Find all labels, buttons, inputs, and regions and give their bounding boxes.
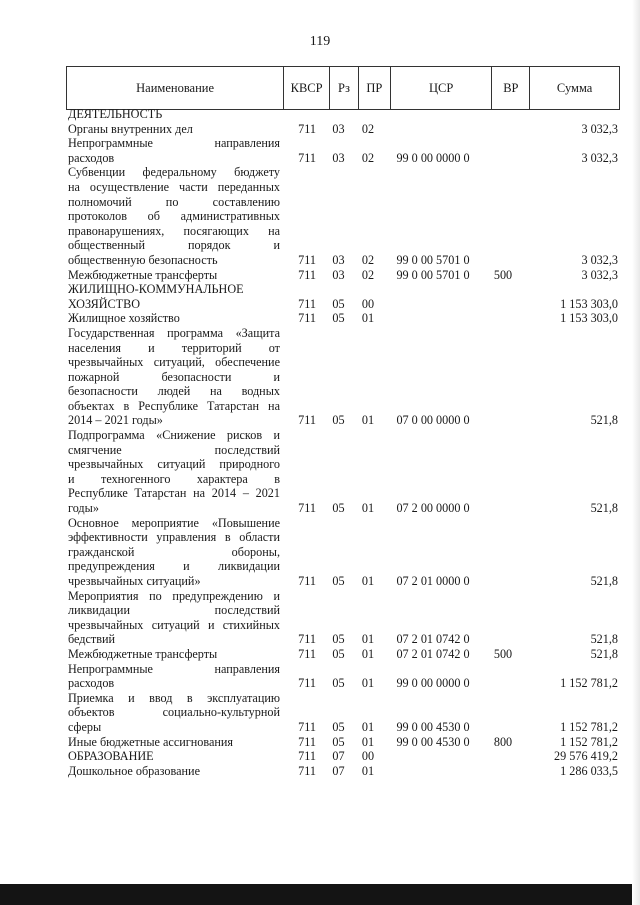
table-row: [68, 311, 618, 326]
cell-sum: 3 032,3: [581, 252, 618, 267]
table-header: [66, 66, 620, 110]
row-name-line: Дошкольное образование: [68, 763, 200, 778]
cell-pr: 01: [361, 501, 375, 516]
row-name-line: ХОЗЯЙСТВО: [68, 296, 141, 311]
cell-kvsr: 711: [298, 734, 316, 749]
header-kvsr: КВСР: [284, 67, 330, 109]
row-name: [68, 107, 282, 122]
cell-sum: 521,8: [590, 574, 618, 588]
cell-csr: 99 0 00 5701 0: [396, 267, 470, 282]
cell-pr: 01: [361, 413, 375, 428]
cell-pr: 01: [361, 632, 375, 647]
row-name: [68, 735, 282, 750]
row-name: [68, 165, 282, 267]
row-name-line: Межбюджетные трансферты: [68, 267, 218, 282]
cell-csr: 99 0 00 0000 0: [396, 676, 470, 691]
cell-rz: 05: [332, 574, 345, 588]
cell-pr: 01: [361, 763, 375, 778]
row-name-line: Межбюджетные трансферты: [68, 646, 218, 661]
row-name-line: общественный порядок и: [68, 238, 280, 253]
row-name-line: чрезвычайных ситуаций, обеспечение: [68, 355, 280, 370]
row-name: [68, 268, 282, 283]
row-name-line: эффективности управления в области: [68, 530, 280, 545]
scan-right-edge: [632, 0, 640, 905]
cell-rz: 05: [332, 646, 345, 661]
cell-csr: 07 2 01 0000 0: [396, 574, 470, 588]
cell-pr: 00: [361, 749, 375, 764]
header-name: Наименование: [67, 67, 284, 109]
cell-sum: 1 153 303,0: [560, 311, 618, 326]
cell-sum: 3 032,3: [581, 121, 618, 136]
row-name-line: полномочий по составлению: [68, 194, 280, 209]
table-row: [68, 516, 618, 589]
row-name-line: ДЕЯТЕЛЬНОСТЬ: [68, 107, 163, 121]
cell-csr: 99 0 00 0000 0: [396, 150, 470, 165]
table-row: [68, 282, 618, 311]
row-name: [68, 428, 282, 516]
row-name-line: 2014 – 2021 годы»: [68, 413, 163, 428]
cell-sum: 521,8: [590, 413, 618, 428]
cell-sum: 521,8: [590, 646, 618, 661]
cell-kvsr: 711: [298, 267, 316, 282]
cell-csr: 99 0 00 4530 0: [396, 719, 470, 734]
table-row: [68, 662, 618, 691]
row-name: [68, 326, 282, 428]
table-row: [68, 764, 618, 779]
row-name-line: гражданской обороны,: [68, 544, 280, 559]
cell-csr: 07 2 00 0000 0: [396, 501, 470, 516]
table-row: [68, 428, 618, 516]
cell-sum: 1 152 781,2: [560, 734, 618, 749]
row-name-line: общественную безопасность: [68, 252, 218, 267]
table-row: [68, 749, 618, 764]
cell-pr: 01: [361, 676, 375, 691]
cell-pr: 01: [361, 734, 375, 749]
cell-kvsr: 711: [298, 121, 316, 136]
cell-csr: 99 0 00 4530 0: [396, 734, 470, 749]
header-csr: ЦСР: [391, 67, 493, 109]
cell-sum: 1 152 781,2: [560, 676, 618, 691]
cell-rz: 05: [332, 719, 345, 734]
cell-rz: 05: [332, 413, 345, 428]
cell-rz: 03: [332, 150, 345, 165]
row-name-line: Непрограммные направления: [68, 136, 280, 151]
cell-csr: 99 0 00 5701 0: [396, 252, 470, 267]
cell-kvsr: 711: [298, 632, 316, 647]
row-name-line: расходов: [68, 676, 115, 691]
row-name: [68, 136, 282, 165]
table-row: [68, 136, 618, 165]
table-row: [68, 691, 618, 735]
header-vr: ВР: [492, 67, 530, 109]
cell-rz: 05: [332, 734, 345, 749]
row-name: [68, 282, 282, 311]
table-row: [68, 647, 618, 662]
row-name-line: протоколов об административных: [68, 209, 280, 224]
cell-pr: 01: [361, 719, 375, 734]
cell-pr: 01: [361, 646, 375, 661]
cell-rz: 05: [332, 311, 345, 326]
cell-sum: 521,8: [590, 632, 618, 647]
row-name-line: Мероприятия по предупреждению и: [68, 588, 280, 603]
row-name: [68, 589, 282, 647]
row-name: [68, 311, 282, 326]
cell-sum: 521,8: [590, 501, 618, 516]
row-name-line: ЖИЛИЩНО-КОММУНАЛЬНОЕ: [68, 282, 244, 297]
cell-rz: 03: [332, 267, 345, 282]
row-name: [68, 764, 282, 779]
row-name-line: Основное мероприятие «Повышение: [68, 515, 280, 530]
cell-sum: 1 152 781,2: [560, 719, 618, 734]
row-name-line: Приемка и ввод в эксплуатацию: [68, 690, 280, 705]
cell-kvsr: 711: [298, 252, 316, 267]
cell-kvsr: 711: [298, 311, 316, 326]
row-name: [68, 749, 282, 764]
row-name-line: Республике Татарстан на 2014 – 2021: [68, 486, 280, 501]
header-sum: Сумма: [556, 80, 593, 95]
header-rz: Рз: [330, 67, 359, 109]
row-name-line: населения и территорий от: [68, 340, 280, 355]
table-row: [68, 326, 618, 428]
header-pr: ПР: [359, 67, 391, 109]
scan-bottom-edge: [0, 884, 640, 905]
row-name: [68, 662, 282, 691]
cell-kvsr: 711: [298, 749, 316, 764]
table-row: [68, 107, 618, 122]
table-row: [68, 268, 618, 283]
cell-rz: 07: [332, 749, 345, 764]
row-name-line: пожарной безопасности и: [68, 369, 280, 384]
row-name-line: Иные бюджетные ассигнования: [68, 734, 234, 749]
row-name-line: ОБРАЗОВАНИЕ: [68, 749, 154, 764]
cell-csr: 07 2 01 0742 0: [396, 632, 470, 647]
row-name-line: Непрограммные направления: [68, 661, 280, 676]
cell-vr: 500: [493, 646, 513, 661]
page-number: 119: [309, 34, 331, 49]
cell-rz: 07: [332, 763, 345, 778]
cell-sum: 29 576 419,2: [554, 749, 618, 764]
cell-pr: 01: [361, 311, 375, 326]
cell-rz: 05: [332, 501, 345, 516]
cell-rz: 03: [332, 252, 345, 267]
cell-kvsr: 711: [298, 646, 316, 661]
row-name-line: безопасности людей на водных: [68, 384, 280, 399]
row-name-line: бедствий: [68, 632, 116, 647]
cell-sum: 3 032,3: [581, 150, 618, 165]
row-name-line: предупреждения и ликвидации: [68, 559, 280, 574]
row-name-line: Государственная программа «Защита: [68, 325, 280, 340]
row-name-line: Жилищное хозяйство: [68, 311, 180, 326]
cell-rz: 05: [332, 676, 345, 691]
cell-kvsr: 711: [298, 296, 316, 311]
row-name-line: сферы: [68, 719, 102, 734]
cell-pr: 02: [361, 150, 375, 165]
table-row: [68, 735, 618, 750]
cell-sum: 1 286 033,5: [560, 763, 618, 778]
cell-kvsr: 711: [298, 574, 316, 588]
row-name-line: годы»: [68, 501, 99, 516]
cell-kvsr: 711: [298, 763, 316, 778]
row-name: [68, 516, 282, 589]
table-row: [68, 122, 618, 137]
row-name-line: чрезвычайных ситуаций и стихийных: [68, 617, 280, 632]
cell-pr: 02: [361, 252, 375, 267]
row-name-line: Органы внутренних дел: [68, 121, 193, 136]
table-row: [68, 589, 618, 647]
cell-rz: 05: [332, 296, 345, 311]
cell-csr: 07 0 00 0000 0: [396, 413, 470, 428]
row-name: [68, 691, 282, 735]
row-name: [68, 122, 282, 137]
row-name-line: чрезвычайных ситуаций природного: [68, 457, 280, 472]
table-body: [68, 107, 618, 778]
row-name-line: чрезвычайных ситуаций»: [68, 574, 201, 588]
cell-kvsr: 711: [298, 719, 316, 734]
cell-pr: 01: [361, 574, 375, 588]
cell-sum: 1 153 303,0: [560, 296, 618, 311]
row-name-line: и техногенного характера в: [68, 471, 280, 486]
cell-rz: 05: [332, 632, 345, 647]
cell-kvsr: 711: [298, 501, 316, 516]
row-name-line: смягчение последствий: [68, 442, 280, 457]
row-name-line: на осуществление части переданных: [68, 179, 280, 194]
row-name-line: Субвенции федеральному бюджету: [68, 165, 280, 180]
row-name-line: объектах в Республике Татарстан на: [68, 398, 280, 413]
cell-kvsr: 711: [298, 413, 316, 428]
row-name-line: правонарушениях, посягающих на: [68, 223, 280, 238]
row-name-line: объектов социально-культурной: [68, 705, 280, 720]
table-row: [68, 165, 618, 267]
cell-rz: 03: [332, 121, 345, 136]
cell-vr: 800: [493, 734, 513, 749]
row-name: [68, 647, 282, 662]
cell-kvsr: 711: [298, 150, 316, 165]
cell-csr: 07 2 01 0742 0: [396, 646, 470, 661]
row-name-line: расходов: [68, 150, 115, 165]
cell-sum: 3 032,3: [581, 267, 618, 282]
cell-pr: 02: [361, 267, 375, 282]
cell-vr: 500: [493, 267, 513, 282]
row-name-line: Подпрограмма «Снижение рисков и: [68, 428, 280, 443]
cell-kvsr: 711: [298, 676, 316, 691]
cell-pr: 02: [361, 121, 375, 136]
row-name-line: ликвидации последствий: [68, 603, 280, 618]
cell-pr: 00: [361, 296, 375, 311]
